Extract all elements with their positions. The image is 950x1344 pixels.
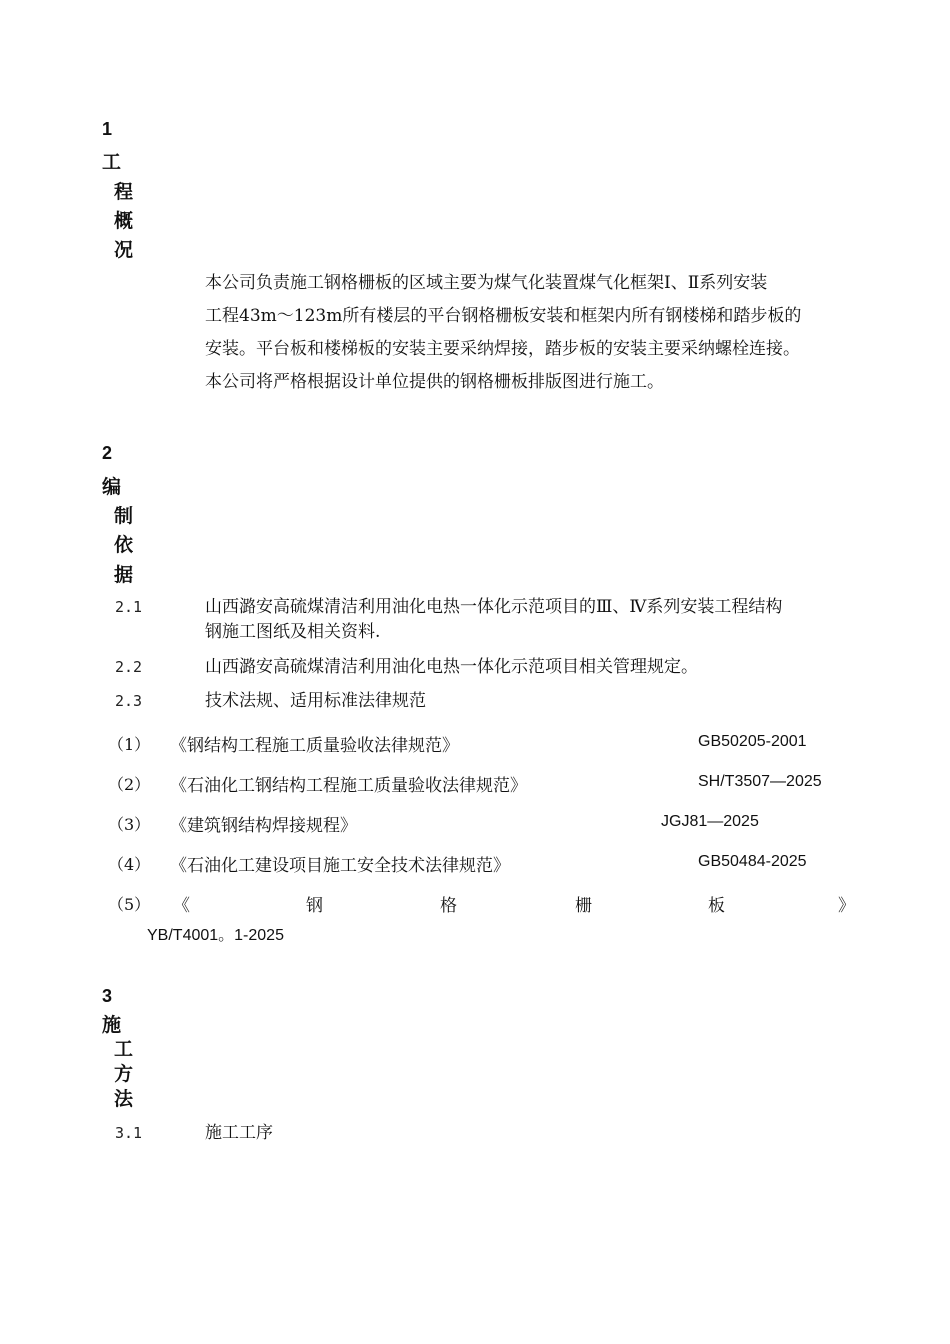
reference-number: （4）: [108, 855, 151, 874]
reference-number: （2）: [108, 775, 151, 794]
heading-char: 编: [102, 476, 122, 498]
reference-title: 《建筑钢结构焊接规程》: [170, 816, 357, 836]
reference-number: （3）: [108, 815, 151, 834]
reference-code: SH/T3507—2025: [698, 773, 822, 790]
reference-spread-char: 栅: [575, 896, 592, 916]
heading-char: 况: [114, 239, 134, 261]
item-number: 2.1: [115, 598, 143, 616]
item-text: 山西潞安高硫煤清洁利用油化电热一体化示范项目相关管理规定。: [205, 657, 698, 677]
item-text: 山西潞安高硫煤清洁利用油化电热一体化示范项目的Ⅲ、Ⅳ系列安装工程结构: [205, 597, 783, 617]
heading-char: 工: [114, 1038, 134, 1060]
reference-title: 《石油化工建设项目施工安全技术法律规范》: [170, 856, 510, 876]
section-number: 1: [102, 119, 113, 139]
heading-char: 制: [114, 505, 134, 527]
item-number: 2.2: [115, 658, 143, 676]
heading-char: 据: [114, 564, 134, 586]
heading-char: 方: [114, 1063, 134, 1085]
paragraph-line: 本公司将严格根据设计单位提供的钢格栅板排版图进行施工。: [205, 372, 664, 392]
reference-code: GB50205-2001: [698, 733, 807, 750]
section-number: 3: [102, 986, 113, 1006]
reference-code: YB/T4001。1-2025: [147, 927, 284, 944]
reference-spread-char: 》: [838, 896, 855, 916]
reference-spread-char: 钢: [306, 896, 323, 916]
reference-spread-char: 《: [173, 896, 190, 916]
heading-char: 工: [102, 151, 122, 173]
reference-title: 《钢结构工程施工质量验收法律规范》: [170, 736, 459, 756]
item-text: 钢施工图纸及相关资料.: [205, 622, 381, 642]
heading-char: 施: [102, 1014, 122, 1036]
heading-char: 依: [114, 534, 134, 556]
heading-char: 程: [114, 181, 134, 203]
heading-char: 法: [114, 1088, 134, 1110]
reference-number: （5）: [108, 895, 151, 914]
paragraph-line: 安装。平台板和楼梯板的安装主要采纳焊接，踏步板的安装主要采纳螺栓连接。: [205, 339, 800, 359]
reference-title: 《石油化工钢结构工程施工质量验收法律规范》: [170, 776, 527, 796]
item-text: 技术法规、适用标准法律规范: [205, 691, 426, 711]
paragraph-line: 本公司负责施工钢格栅板的区域主要为煤气化装置煤气化框架Ⅰ、Ⅱ系列安装: [205, 273, 768, 293]
reference-number: （1）: [108, 735, 151, 754]
section-number: 2: [102, 443, 113, 463]
item-number: 2.3: [115, 692, 143, 710]
paragraph-line: 工程43m～123m所有楼层的平台钢格栅板安装和框架内所有钢楼梯和踏步板的: [205, 306, 802, 326]
reference-code: GB50484-2025: [698, 853, 807, 870]
reference-code: JGJ81—2025: [661, 813, 759, 830]
heading-char: 概: [114, 210, 134, 232]
item-text: 施工工序: [205, 1123, 273, 1143]
item-number: 3.1: [115, 1124, 143, 1142]
reference-spread-char: 板: [708, 896, 725, 916]
reference-spread-char: 格: [440, 896, 457, 916]
